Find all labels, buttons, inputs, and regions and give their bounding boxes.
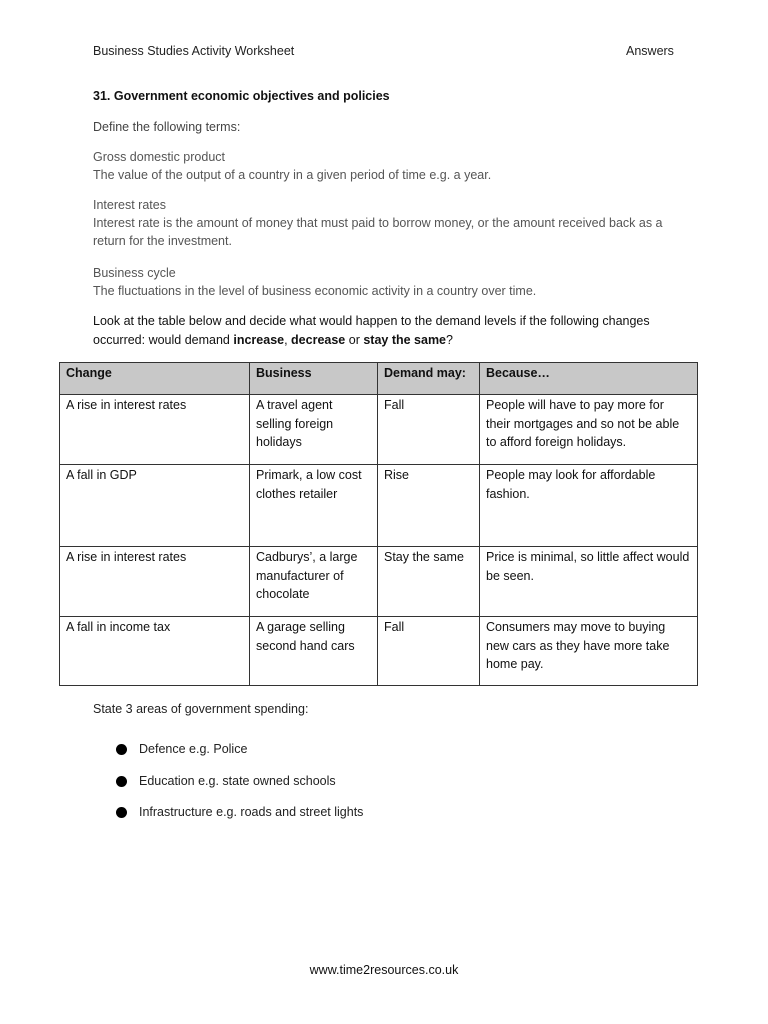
cell-business: A travel agent selling foreign holidays [250,395,378,465]
term-label: Interest rates [93,198,166,212]
header-answers-label: Answers [626,44,674,58]
table-header-row [60,363,698,395]
header-change: Change [60,363,250,395]
term-label: Gross domestic product [93,150,225,164]
header-because: Because… [480,363,698,395]
cell-because: Price is minimal, so little affect would be seen. [480,547,698,617]
spending-question: State 3 areas of government spending: [93,702,309,716]
page-title: 31. Government economic objectives and policies [93,89,390,103]
spending-list [116,740,363,835]
table-instruction [93,312,653,349]
list-item [116,740,363,772]
cell-demand: Stay the same [378,547,480,617]
list-item [116,772,363,804]
cell-business: Cadburys’, a large manufacturer of chocolate [250,547,378,617]
keyword-decrease: decrease [291,332,346,347]
header-demand: Demand may: [378,363,480,395]
question-mark: ? [446,332,453,347]
bullet-icon [116,744,127,755]
list-item-text: Infrastructure e.g. roads and street lights [139,805,364,819]
bullet-icon [116,776,127,787]
bullet-icon [116,807,127,818]
cell-business: Primark, a low cost clothes retailer [250,465,378,547]
table-row [60,395,698,465]
term-business-cycle [93,264,683,300]
term-gdp [93,148,683,184]
cell-demand: Fall [378,395,480,465]
footer-website: www.time2resources.co.uk [309,963,459,977]
cell-change: A fall in GDP [60,465,250,547]
cell-because: People will have to pay more for their mortgages and so not be able to afford foreign holidays. [480,395,698,465]
demand-table [59,362,698,686]
cell-change: A rise in interest rates [60,395,250,465]
keyword-increase: increase [233,332,285,347]
table-row [60,617,698,686]
cell-demand: Fall [378,617,480,686]
list-item-text: Defence e.g. Police [139,742,248,756]
instruction-text: Define the following terms: [93,120,241,134]
table-row [60,547,698,617]
term-definition: The fluctuations in the level of business economic activity in a country over time. [93,284,537,298]
cell-because: People may look for affordable fashion. [480,465,698,547]
header-worksheet-title: Business Studies Activity Worksheet [93,44,295,58]
header-business: Business [250,363,378,395]
term-definition: Interest rate is the amount of money that must paid to borrow money, or the amount received back as a return for the investment. [93,216,663,248]
cell-change: A fall in income tax [60,617,250,686]
separator-comma: , [284,332,292,347]
term-interest-rates [93,196,683,250]
keyword-stay-the-same: stay the same [363,332,447,347]
term-label: Business cycle [93,266,176,280]
table-instruction-text: Look at the table below and decide what would happen to the demand levels if the following changes occurred: would demand [93,314,650,347]
cell-business: A garage selling second hand cars [250,617,378,686]
cell-because: Consumers may move to buying new cars as they have more take home pay. [480,617,698,686]
table-row [60,465,698,547]
list-item-text: Education e.g. state owned schools [139,773,336,788]
separator-or: or [345,332,364,347]
term-definition: The value of the output of a country in a given period of time e.g. a year. [93,168,492,182]
list-item [116,803,363,835]
cell-change: A rise in interest rates [60,547,250,617]
cell-demand: Rise [378,465,480,547]
